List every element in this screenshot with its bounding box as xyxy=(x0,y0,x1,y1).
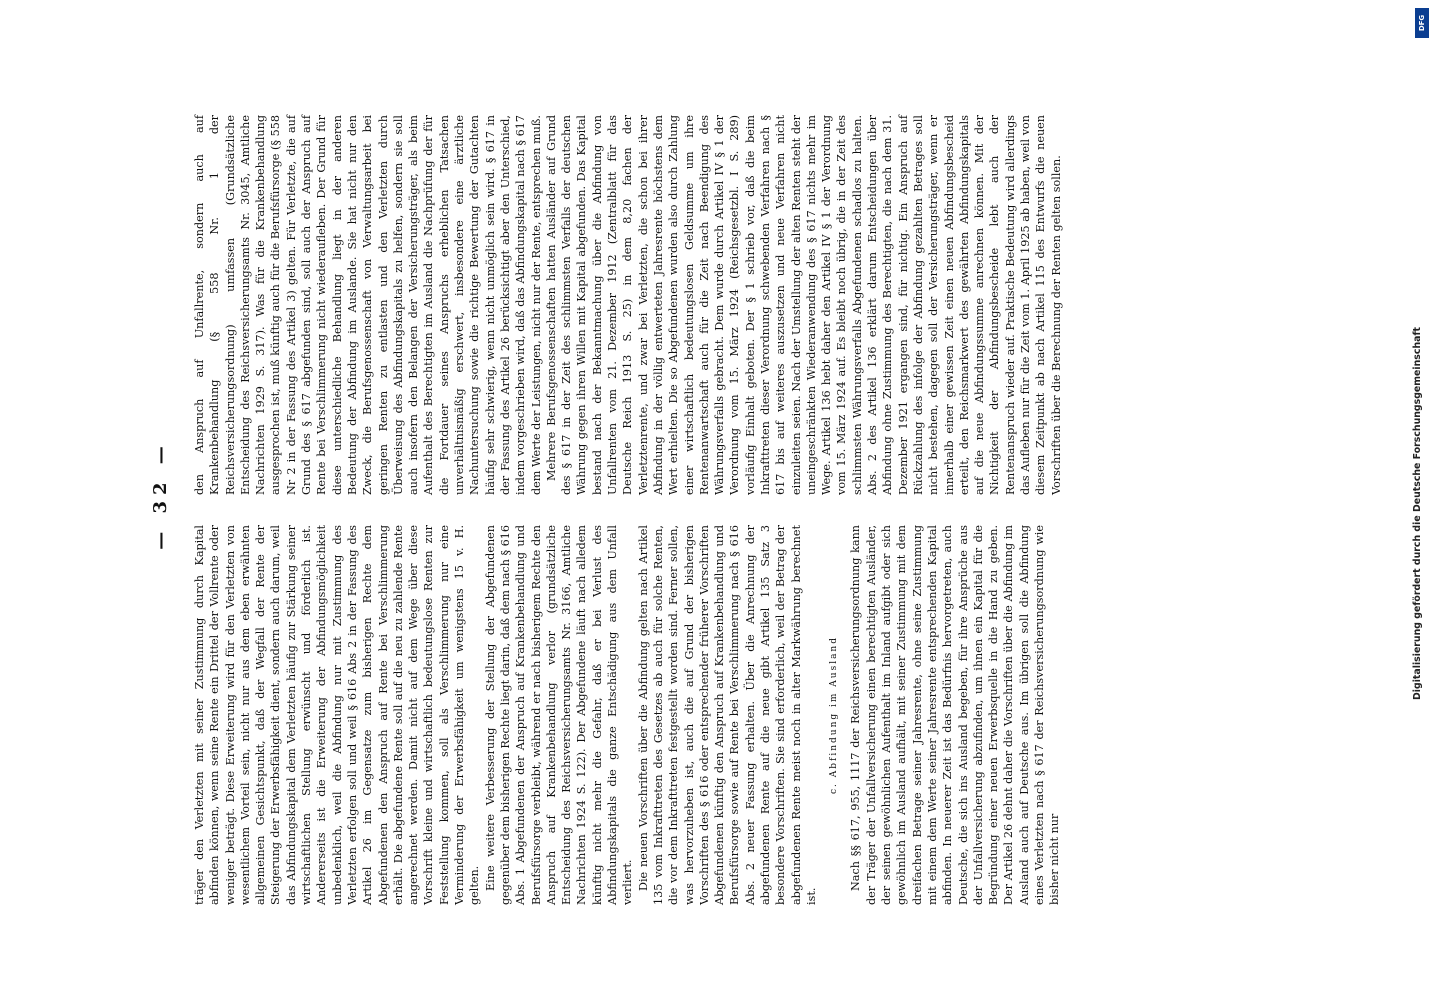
paragraph: träger den Verletzten mit seiner Zustimmung durch Kapital abfinden können, wenn seine Rente ein Drittel der Vollrente oder weniger beträgt. Diese Erweiterung wird für den Verletzten von wesentlichem Vorteil sein, nicht nur aus dem eben erwähnten allgemeinen Gesichtspunkt, daß der Wegfall der Rente der Steigerung der Erwerbsfähigkeit dient, sondern auch darum, weil das Abfindungskapital dem Verletzten häufig zur Stärkung seiner wirtschaftlichen Stellung erwünscht und förderlich ist. Andererseits ist die Erweiterung der Abfindungsmöglichkeit unbedenklich, weil die Abfindung nur mit Zustimmung des Verletzten erfolgen soll und weil § 616 Abs 2 in der Fassung des Artikel 26 im Gegensatze zum bisherigen Rechte dem Abgefundenen den Anspruch auf Rente bei Verschlimmerung erhält. Die abgefundene Rente soll auf die neu zu zahlende Rente angerechnet werden. Damit nicht auf dem Wege über diese Vorschrift kleine und wirtschaftlich bedeutungslose Renten zur Feststellung kommen, soll als Verschlimmerung nur eine Verminderung der Erwerbsfähigkeit um wenigstens 15 v. H. gelten. xyxy=(193,525,482,905)
rotated-page xyxy=(150,85,1340,905)
paragraph: Eine weitere Verbesserung der Stellung der Abgefundenen gegenüber dem bisherigen Rechte liegt darin, daß dem nach § 616 Abs. 1 Abgefundenen der Anspruch auf Krankenbehandlung und Berufsfürsorge verbleibt, während er nach bisherigem Rechte den Anspruch auf Krankenbehandlung verlor (grundsätzliche Entscheidung des Reichsversicherungsamts Nr. 3166, Amtliche Nachrichten 1924 S. 122). Der Abgefundene läuft nach alledem künftig nicht mehr die Gefahr, daß er bei Verlust des Abfindungskapitals die ganze Entschädigung aus dem Unfall verliert. xyxy=(483,525,635,905)
left-column xyxy=(192,525,1063,905)
paragraph: Nach §§ 617, 955, 1117 der Reichsversicherungsordnung kann der Träger der Unfallversicherung einen berechtigten Ausländer, der seinen gewöhnlichen Aufenthalt im Inland aufgibt oder sich gewöhnlich im Ausland aufhält, mit seiner Zustimmung mit dem dreifachen Betrage seiner Jahresrente, ohne seine Zustimmung mit einem dem Werte seiner Jahresrente entsprechenden Kapital abfinden. In neuerer Zeit ist das Bedürfnis hervorgetreten, auch Deutsche, die sich ins Ausland begeben, für ihre Ansprüche aus der Unfallversicherung abzufinden, um ihnen ein Kapital für die Begründung einer neuen Erwerbsquelle in die Hand zu geben. Der Artikel 26 dehnt daher die Vorschriften über die Abfindung im Ausland auch auf Deutsche aus. Im übrigen soll die Abfindung eines Verletzten nach § 617 der Reichsversicherungsordnung wie bisher nicht nur xyxy=(849,525,1062,905)
right-column xyxy=(192,115,1064,495)
digitization-credit: Digitalisierung gefördert durch die Deutsche Forschungsgemeinschaft xyxy=(1412,326,1423,700)
dfg-logo: DFG xyxy=(1415,8,1429,38)
paragraph: Mehrere Berufsgenossenschaften hatten Ausländer auf Grund des § 617 in der Zeit des schlimmsten Verfalls der deutschen Währung gegen ihren Willen mit Kapital abgefunden. Das Kapital bestand nach der Bekanntmachung über die Abfindung von Unfallrenten vom 21. Dezember 1912 (Zentralblatt für das Deutsche Reich 1913 S. 25) in dem 8,20 fachen der Verletztenrente, und zwar bei Verletzten, die schon bei ihrer Abfindung in der völlig entwerteten Jahresrente höchstens dem Wert erhielten. Die so Abgefundenen wurden also durch Zahlung einer wirtschaftlich bedeutungslosen Geldsumme um ihre Rentenanwartschaft auch für die Zeit nach Beendigung des Währungsverfalls gebracht. Dem wurde durch Artikel IV § 1 der Verordnung vom 15. März 1924 (Reichsgesetzbl. I S. 289) vorläufig Einhalt geboten. Der § 1 schrieb vor, daß die beim Inkrafttreten dieser Verordnung schwebenden Verfahren nach § 617 bis auf weiteres auszusetzen und neue Verfahren nicht einzuleiten seien. Nach der Umstellung der alten Renten steht der uneingeschränkten Wiederanwendung des § 617 nichts mehr im Wege. Artikel 136 hebt daher den Artikel IV § 1 der Verordnung vom 15. März 1924 auf. Es bleibt noch übrig, die in der Zeit des schlimmsten Währungsverfalls Abgefundenen schadlos zu halten. Abs. 2 des Artikel 136 erklärt darum Entscheidungen über Abfindung ohne Zustimmung des Berechtigten, die nach dem 31. Dezember 1921 ergangen sind, für nichtig. Ein Anspruch auf Rückzahlung des infolge der Abfindung gezahlten Betrages soll nicht bestehen, dagegen soll der Versicherungsträger, wenn er innerhalb einer gewissen Zeit einen neuen Abfindungsbescheid erteilt, den Reichsmarkwert des gewährten Abfindungskapitals auf die neue Abfindungssumme anrechnen können. Mit der Nichtigkeit der Abfindungsbescheide lebt auch der Rentenanspruch wieder auf. Praktische Bedeutung wird allerdings das Aufleben nur für die Zeit vom 1. April 1925 ab haben, weil von diesem Zeitpunkt ab nach Artikel 115 des Entwurfs die neuen Vorschriften über die Berechnung der Renten gelten sollen. xyxy=(544,115,1063,495)
paragraph: Die neuen Vorschriften über die Abfindung gelten nach Artikel 135 vom Inkrafttreten des Gesetzes ab auch für solche Renten, die vor dem Inkrafttreten festgestellt worden sind. Ferner sollen, was hervorzuheben ist, auch die auf Grund der bisherigen Vorschriften des § 616 oder entsprechender früherer Vorschriften Abgefundenen künftig den Anspruch auf Krankenbehandlung und Berufsfürsorge sowie auf Rente bei Verschlimmerung nach § 616 Abs. 2 neuer Fassung erhalten. Über die Anrechnung der abgefundenen Rente auf die neue gibt Artikel 135 Satz 3 besondere Vorschriften. Sie sind erforderlich, weil der Betrag der abgefundenen Rente meist noch in alter Markwährung berechnet ist. xyxy=(636,525,818,905)
page-number-header: — 32 — xyxy=(150,440,171,550)
paragraph: den Anspruch auf Unfallrente, sondern auch auf Krankenbehandlung (§ 558 Nr. 1 der Reichsversicherungsordnung) umfassen (Grundsätzliche Entscheidung des Reichsversicherungsamts Nr. 3045, Amtliche Nachrichten 1929 S. 317). Was für die Krankenbehandlung ausgesprochen ist, muß künftig auch für die Berufsfürsorge (§ 558 Nr 2 in der Fassung des Artikel 3) gelten. Für Verletzte, die auf Grund des § 617 abgefunden sind, soll auch der Anspruch auf Rente bei Verschlimmerung nicht wiederaufleben. Der Grund für diese unterschiedliche Behandlung liegt in der anderen Bedeutung der Abfindung im Auslande. Sie hat nicht nur den Zweck, die Berufsgenossenschaft von Verwaltungsarbeit bei geringen Renten zu entlasten und den Verletzten durch Überweisung des Abfindungskapitals zu helfen, sondern sie soll auch insofern den Belangen der Versicherungsträger, als beim Aufenthalt des Berechtigten im Ausland die Nachprüfung der für die Fortdauer seines Anspruchs erheblichen Tatsachen unverhältnismäßig erschwert, insbesondere eine ärztliche Nachuntersuchung sowie die richtige Bewertung der Gutachten häufig sehr schwierig, wenn nicht unmöglich sein wird. § 617 in der Fassung des Artikel 26 berücksichtigt aber den Unterschied, indem vorgeschrieben wird, daß das Abfindungskapital nach § 617 dem Werte der Leistungen, nicht nur der Rente, entsprechen muß. xyxy=(193,115,543,495)
section-heading: c. Abfindung im Ausland xyxy=(829,636,840,794)
